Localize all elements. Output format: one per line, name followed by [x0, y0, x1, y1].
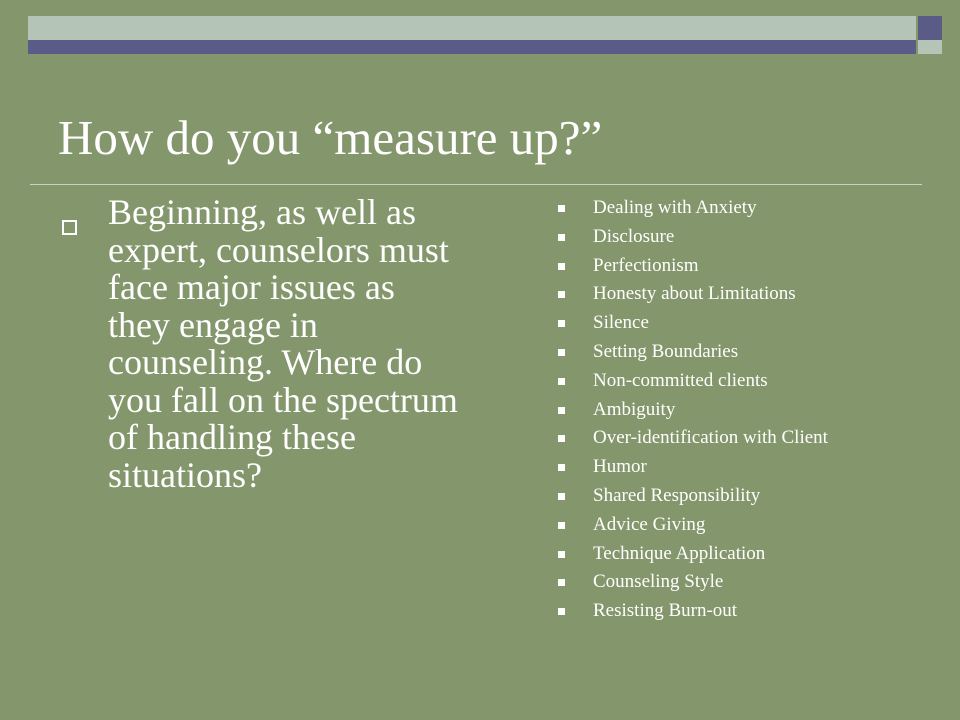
left-column [60, 194, 460, 494]
filled-square-bullet-icon [558, 234, 565, 241]
list-item-label: Ambiguity [593, 398, 676, 420]
list-item-label: Disclosure [593, 225, 675, 247]
list-item [558, 568, 928, 597]
list-item [558, 597, 928, 626]
filled-square-bullet-icon [558, 579, 565, 586]
filled-square-bullet-icon [558, 435, 565, 442]
filled-square-bullet-icon [558, 291, 565, 298]
list-item-label: Advice Giving [593, 513, 706, 535]
list-item-label: Resisting Burn-out [593, 600, 738, 622]
filled-square-bullet-icon [558, 551, 565, 558]
list-item [558, 194, 928, 223]
filled-square-bullet-icon [558, 205, 565, 212]
list-item [558, 309, 928, 338]
list-item [558, 367, 928, 396]
slide-title: How do you “measure up?” [58, 110, 603, 165]
filled-square-bullet-icon [558, 407, 565, 414]
filled-square-bullet-icon [558, 464, 565, 471]
filled-square-bullet-icon [558, 522, 565, 529]
list-item-label: Setting Boundaries [593, 340, 739, 362]
filled-square-bullet-icon [558, 608, 565, 615]
left-paragraph: Beginning, as well as expert, counselors must face major issues as they engage in counseling. Where do you fall on the spectrum of handling these situations? [108, 192, 458, 495]
hollow-square-bullet-icon [62, 220, 77, 235]
issues-list [558, 194, 928, 626]
corner-square-dark [918, 16, 942, 40]
list-item-label: Perfectionism [593, 254, 699, 276]
list-item-label: Humor [593, 456, 647, 478]
list-item-label: Technique Application [593, 542, 766, 564]
list-item [558, 511, 928, 540]
corner-square-light [918, 40, 942, 54]
filled-square-bullet-icon [558, 349, 565, 356]
list-item [558, 540, 928, 569]
list-item-label: Counseling Style [593, 571, 724, 593]
filled-square-bullet-icon [558, 320, 565, 327]
list-item-label: Non-committed clients [593, 369, 768, 391]
list-item-label: Silence [593, 312, 649, 334]
list-item-label: Dealing with Anxiety [593, 197, 757, 218]
list-item-label: Honesty about Limitations [593, 283, 796, 305]
list-item [558, 280, 928, 309]
list-item [558, 424, 928, 453]
list-item [558, 338, 928, 367]
list-item-label: Over-identification with Client [593, 427, 828, 449]
header-bar-dark [28, 40, 916, 54]
list-item [558, 453, 928, 482]
filled-square-bullet-icon [558, 263, 565, 270]
title-divider [30, 184, 922, 185]
list-item [558, 252, 928, 281]
list-item [558, 223, 928, 252]
list-item [558, 396, 928, 425]
filled-square-bullet-icon [558, 378, 565, 385]
list-item [558, 482, 928, 511]
header-bar-light [28, 16, 916, 40]
filled-square-bullet-icon [558, 493, 565, 500]
list-item-label: Shared Responsibility [593, 484, 761, 506]
